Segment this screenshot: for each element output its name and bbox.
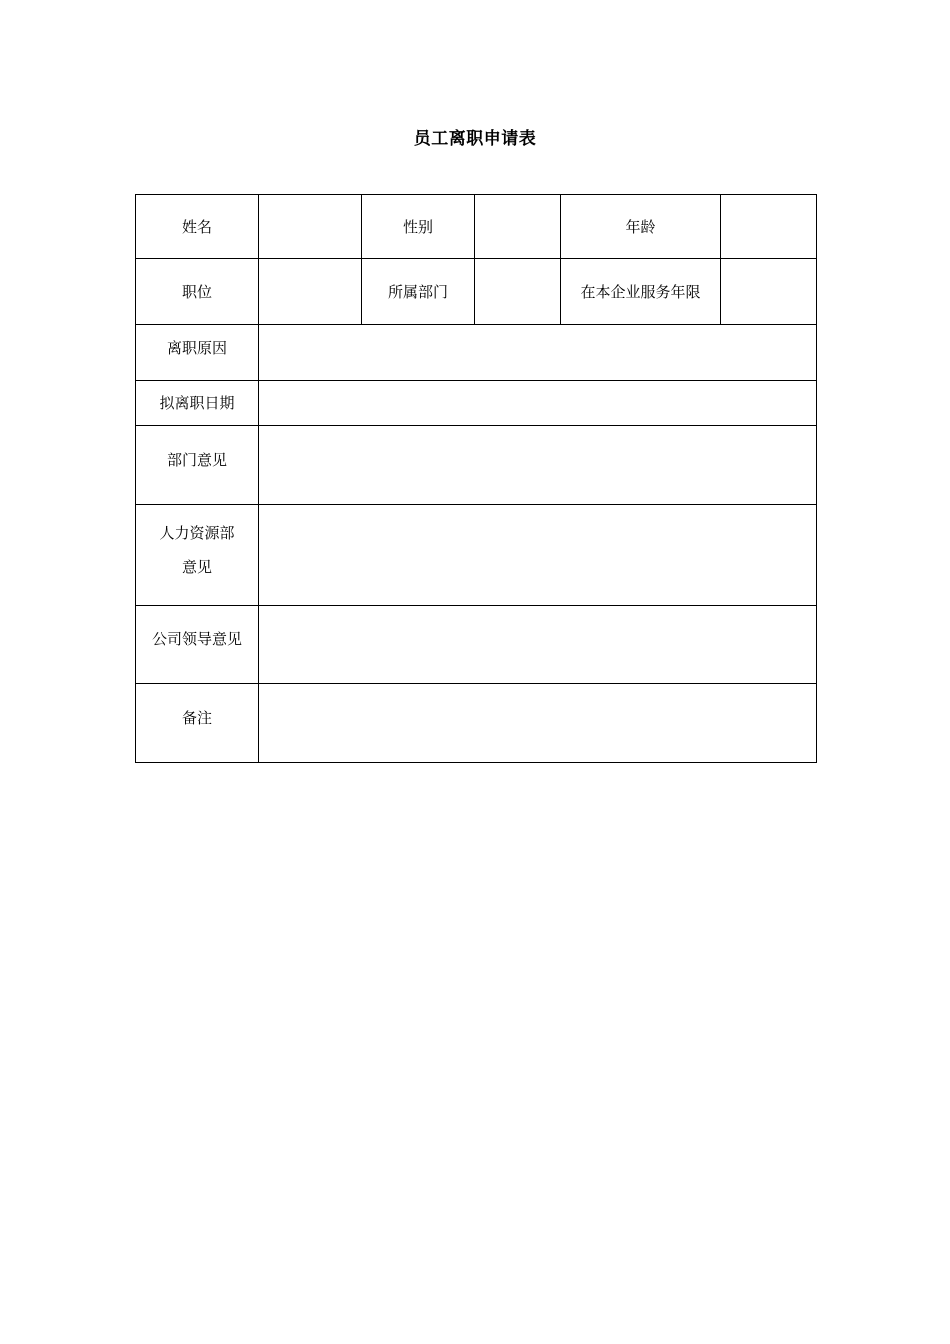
table-row-hr-opinion bbox=[136, 505, 817, 606]
reason-label: 离职原因 bbox=[136, 325, 259, 381]
table-row-reason bbox=[136, 325, 817, 381]
department-label: 所属部门 bbox=[362, 259, 475, 325]
hr-opinion-label bbox=[136, 505, 259, 606]
name-label: 姓名 bbox=[136, 195, 259, 259]
remarks-label: 备注 bbox=[136, 684, 259, 763]
leader-opinion-field[interactable] bbox=[259, 606, 817, 684]
page-title: 员工离职申请表 bbox=[413, 129, 537, 149]
table-row-dept-opinion bbox=[136, 426, 817, 505]
table-row-date bbox=[136, 381, 817, 426]
name-field[interactable] bbox=[259, 195, 362, 259]
table-row-leader-opinion bbox=[136, 606, 817, 684]
dept-opinion-label: 部门意见 bbox=[136, 426, 259, 505]
hr-opinion-label-line2: 意见 bbox=[181, 558, 212, 576]
date-field[interactable] bbox=[259, 381, 817, 426]
table-row-job-info bbox=[136, 259, 817, 325]
position-field[interactable] bbox=[259, 259, 362, 325]
hr-opinion-label-line1: 人力资源部 bbox=[159, 524, 235, 542]
age-label: 年龄 bbox=[561, 195, 721, 259]
table-row-basic-info bbox=[136, 195, 817, 259]
age-field[interactable] bbox=[721, 195, 817, 259]
gender-field[interactable] bbox=[475, 195, 561, 259]
table-row-remarks bbox=[136, 684, 817, 763]
remarks-field[interactable] bbox=[259, 684, 817, 763]
gender-label: 性别 bbox=[362, 195, 475, 259]
hr-opinion-field[interactable] bbox=[259, 505, 817, 606]
tenure-field[interactable] bbox=[721, 259, 817, 325]
tenure-label: 在本企业服务年限 bbox=[561, 259, 721, 325]
date-label: 拟离职日期 bbox=[136, 381, 259, 426]
position-label: 职位 bbox=[136, 259, 259, 325]
dept-opinion-field[interactable] bbox=[259, 426, 817, 505]
department-field[interactable] bbox=[475, 259, 561, 325]
reason-field[interactable] bbox=[259, 325, 817, 381]
leader-opinion-label: 公司领导意见 bbox=[136, 606, 259, 684]
resignation-form-table bbox=[135, 194, 817, 763]
